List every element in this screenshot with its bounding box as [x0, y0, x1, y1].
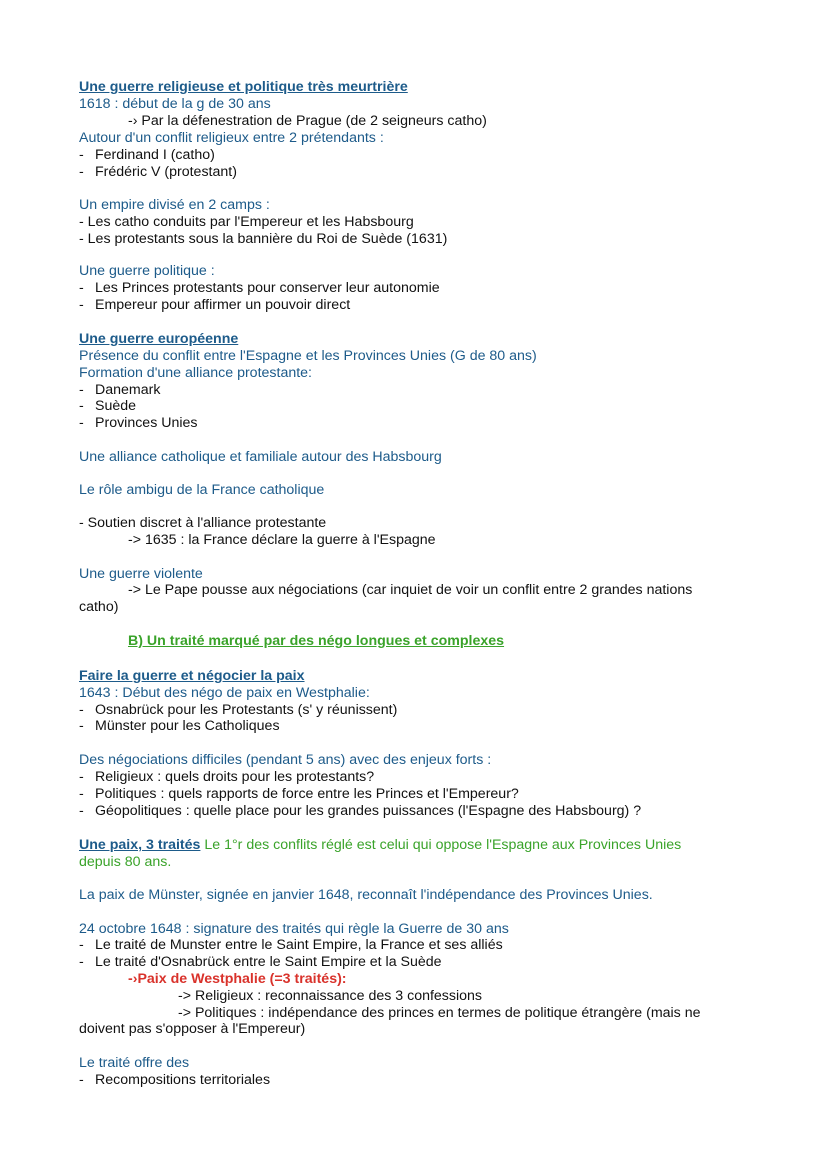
political-outcome-cont: doivent pas s'opposer à l'Empereur) — [79, 1021, 306, 1037]
westphalia-peace: -›Paix de Westphalie (=3 traités): — [128, 971, 347, 987]
list-item: - Le traité de Munster entre le Saint Empire, la France et ses alliés — [79, 937, 503, 953]
list-item: - Suède — [79, 398, 137, 414]
camps-intro: Un empire divisé en 2 camps : — [79, 197, 270, 213]
list-item: - Recompositions territoriales — [79, 1072, 271, 1088]
alliance-intro: Formation d'une alliance protestante: — [79, 365, 312, 381]
munster-peace: La paix de Münster, signée en janvier 1648, reconnaît l'indépendance des Provinces Unies. — [79, 887, 653, 903]
list-item: - Münster pour les Catholiques — [79, 718, 280, 734]
list-item: - Géopolitiques : quelle place pour les grandes puissances (l'Espagne des Habsbourg) ? — [79, 803, 642, 819]
heading-negotiate-peace: Faire la guerre et négocier la paix — [79, 668, 305, 684]
list-item: - Ferdinand I (catho) — [79, 147, 215, 163]
peace-three-treaties-line: Une paix, 3 traités Le 1°r des conflits réglé est celui qui oppose l'Espagne aux Provinces Unies — [79, 837, 682, 853]
heading-religious-war: Une guerre religieuse et politique très meurtrière — [79, 79, 408, 95]
list-item: - Les catho conduits par l'Empereur et les Habsbourg — [79, 214, 414, 230]
section-b-title: B) Un traité marqué par des négo longues et complexes — [128, 633, 505, 649]
pope-line: -> Le Pape pousse aux négociations (car inquiet de voir un conflit entre 2 grandes nations — [128, 582, 693, 598]
list-item: - Religieux : quels droits pour les protestants? — [79, 769, 375, 785]
political-outcome: -> Politiques : indépendance des princes en termes de politique étrangère (mais ne — [178, 1005, 701, 1021]
religious-outcome: -> Religieux : reconnaissance des 3 confessions — [178, 988, 483, 1004]
spain-provinces-line: Présence du conflit entre l'Espagne et les Provinces Unies (G de 80 ans) — [79, 348, 537, 364]
list-item: - Les Princes protestants pour conserver leur autonomie — [79, 280, 440, 296]
list-item: - Provinces Unies — [79, 415, 198, 431]
list-item: - Empereur pour affirmer un pouvoir direct — [79, 297, 351, 313]
date-1618: 1618 : début de la g de 30 ans — [79, 96, 271, 112]
heading-european-war: Une guerre européenne — [79, 331, 239, 347]
war-1635-line: -> 1635 : la France déclare la guerre à l'Espagne — [128, 532, 436, 548]
heading-peace-treaties: Une paix, 3 traités — [79, 837, 201, 853]
list-item: - Frédéric V (protestant) — [79, 164, 237, 180]
support-line: - Soutien discret à l'alliance protestante — [79, 515, 327, 531]
pope-line-cont: catho) — [79, 599, 119, 615]
list-item: - Les protestants sous la bannière du Roi de Suède (1631) — [79, 231, 448, 247]
list-item: - Danemark — [79, 382, 161, 398]
violent-war: Une guerre violente — [79, 566, 203, 582]
date-1648: 24 octobre 1648 : signature des traités qui règle la Guerre de 30 ans — [79, 921, 509, 937]
date-1643: 1643 : Début des négo de paix en Westphalie: — [79, 685, 370, 701]
list-item: - Osnabrück pour les Protestants (s' y réunissent) — [79, 702, 398, 718]
list-item: - Le traité d'Osnabrück entre le Saint Empire et la Suède — [79, 954, 442, 970]
political-intro: Une guerre politique : — [79, 263, 215, 279]
defenestration-line: -› Par la défenestration de Prague (de 2 seigneurs catho) — [128, 113, 487, 129]
treaty-offers: Le traité offre des — [79, 1055, 190, 1071]
catholic-alliance: Une alliance catholique et familiale autour des Habsbourg — [79, 449, 442, 465]
green-line-cont: depuis 80 ans. — [79, 854, 172, 870]
conflict-intro: Autour d'un conflit religieux entre 2 prétendants : — [79, 130, 384, 146]
france-role: Le rôle ambigu de la France catholique — [79, 482, 325, 498]
difficult-negotiations: Des négociations difficiles (pendant 5 ans) avec des enjeux forts : — [79, 752, 492, 768]
list-item: - Politiques : quels rapports de force entre les Princes et l'Empereur? — [79, 786, 519, 802]
